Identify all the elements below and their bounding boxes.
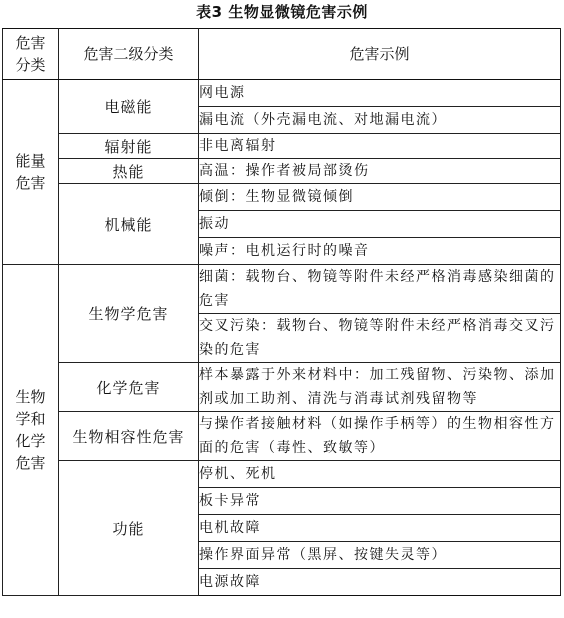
- subcategory-function: 功能: [59, 461, 199, 596]
- example-cell: 高温：操作者被局部烫伤: [199, 159, 561, 184]
- example-cell: 电源故障: [199, 569, 561, 596]
- subcategory-biocompatibility: 生物相容性危害: [59, 412, 199, 461]
- category-text-line: 生物: [15, 388, 46, 406]
- table-caption: 表3 生物显微镜危害示例: [196, 3, 368, 21]
- header-category-line2: 分类: [15, 56, 46, 74]
- example-cell: 振动: [199, 211, 561, 238]
- table-row: [3, 184, 561, 211]
- example-cell: 停机、死机: [199, 461, 561, 488]
- example-cell: 噪声：电机运行时的噪音: [199, 238, 561, 265]
- subcategory-biological: 生物学危害: [59, 265, 199, 363]
- subcategory-radiation: 辐射能: [59, 134, 199, 159]
- hazard-examples-table: [2, 28, 561, 596]
- example-cell: 网电源: [199, 80, 561, 107]
- category-text-line: 危害: [15, 174, 46, 192]
- category-text-line: 能量: [15, 152, 46, 170]
- example-cell: 倾倒：生物显微镜倾倒: [199, 184, 561, 211]
- example-cell: 交叉污染：载物台、物镜等附件未经严格消毒交叉污染的危害: [199, 314, 561, 363]
- table-row: [3, 159, 561, 184]
- example-cell: 板卡异常: [199, 488, 561, 515]
- header-subcategory: 危害二级分类: [59, 29, 199, 80]
- table-row: [3, 134, 561, 159]
- table-row: [3, 461, 561, 488]
- subcategory-mechanical: 机械能: [59, 184, 199, 265]
- category-text-line: 学和: [15, 410, 46, 428]
- example-cell: 电机故障: [199, 515, 561, 542]
- subcategory-chemical: 化学危害: [59, 363, 199, 412]
- example-cell: 漏电流（外壳漏电流、对地漏电流）: [199, 107, 561, 134]
- category-text-line: 化学: [15, 432, 46, 450]
- category-bio-chem-hazard: [3, 265, 59, 596]
- example-cell: 与操作者接触材料（如操作手柄等）的生物相容性方面的危害（毒性、致敏等）: [199, 412, 561, 461]
- example-cell: 操作界面异常（黑屏、按键失灵等）: [199, 542, 561, 569]
- subcategory-electromagnetic: 电磁能: [59, 80, 199, 134]
- subcategory-thermal: 热能: [59, 159, 199, 184]
- table-row: [3, 80, 561, 107]
- example-cell: 细菌：载物台、物镜等附件未经严格消毒感染细菌的危害: [199, 265, 561, 314]
- example-cell: 样本暴露于外来材料中：加工残留物、污染物、添加剂或加工助剂、清洗与消毒试剂残留物等: [199, 363, 561, 412]
- table-row: [3, 363, 561, 412]
- header-category: [3, 29, 59, 80]
- category-text-line: 危害: [15, 454, 46, 472]
- table-row: [3, 265, 561, 314]
- example-cell: 非电离辐射: [199, 134, 561, 159]
- header-category-line1: 危害: [15, 34, 46, 52]
- header-examples: 危害示例: [199, 29, 561, 80]
- category-energy-hazard: [3, 80, 59, 265]
- table-header-row: [3, 29, 561, 80]
- table-row: [3, 412, 561, 461]
